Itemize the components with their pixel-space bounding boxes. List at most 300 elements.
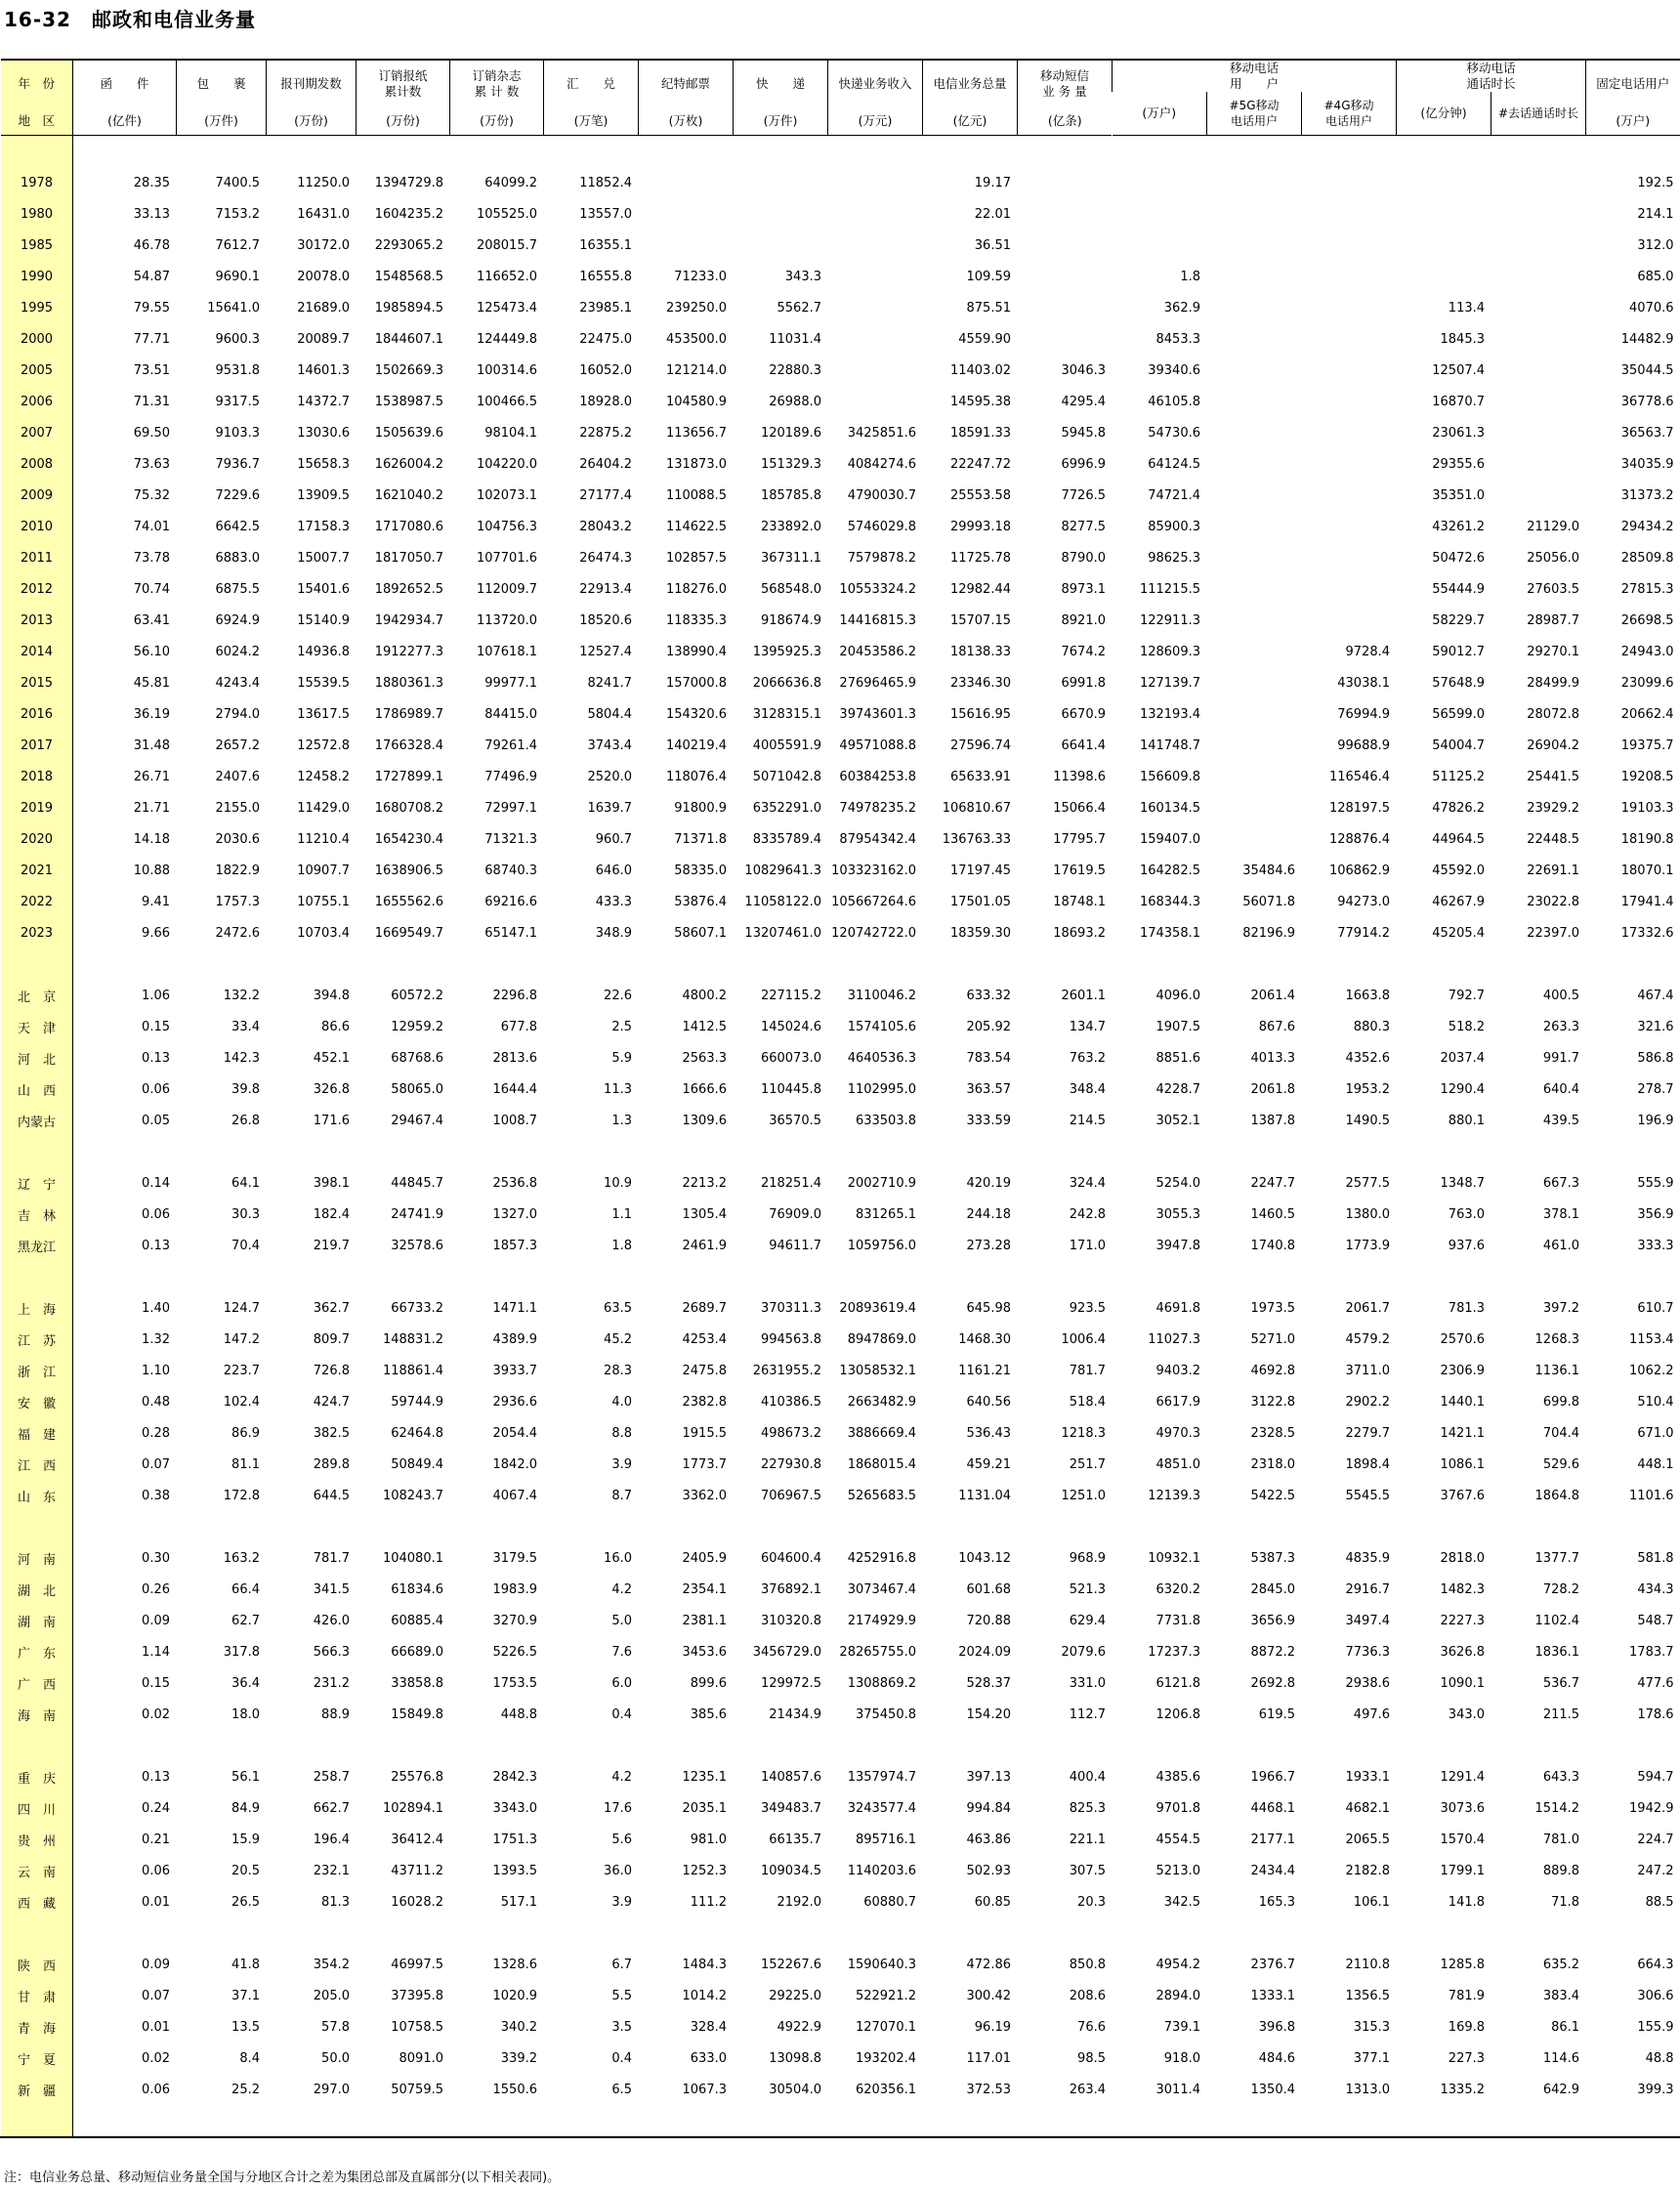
table-cell: 76.6 <box>1077 2019 1106 2035</box>
table-row <box>1 1949 1680 1980</box>
table-cell: 5422.5 <box>1250 1488 1295 1503</box>
table-cell <box>734 230 828 261</box>
column-header: 包 裹 <box>177 60 267 107</box>
table-row <box>1 1324 1680 1355</box>
table-cell: 106.1 <box>1353 1894 1391 1910</box>
table-cell: 50849.4 <box>391 1456 443 1472</box>
table-cell: 30.3 <box>231 1206 260 1222</box>
table-cell: 6617.9 <box>1155 1394 1200 1410</box>
table-cell: 17237.3 <box>1148 1644 1200 1660</box>
table-cell: 122911.3 <box>1139 612 1200 628</box>
table-cell: 5071042.8 <box>752 769 821 784</box>
table-cell: 1753.5 <box>492 1675 537 1691</box>
table-cell: 6.0 <box>611 1675 632 1691</box>
table-cell: 36570.5 <box>769 1113 821 1128</box>
table-cell: 2563.3 <box>682 1050 727 1066</box>
table-cell: 2213.2 <box>682 1175 727 1191</box>
table-cell: 667.3 <box>1542 1175 1580 1191</box>
table-cell: 4013.3 <box>1250 1050 1295 1066</box>
table-cell: 25576.8 <box>391 1769 443 1785</box>
table-cell: 22913.4 <box>579 581 632 597</box>
table-cell: 15401.6 <box>297 581 350 597</box>
table-cell: 1514.2 <box>1534 1800 1580 1816</box>
table-cell: 2061.8 <box>1250 1081 1295 1097</box>
table-cell: 28987.7 <box>1527 612 1580 628</box>
table-cell: 22691.1 <box>1527 863 1580 878</box>
table-cell: 8.7 <box>611 1488 632 1503</box>
table-cell: 26988.0 <box>769 394 821 409</box>
table-cell: 11398.6 <box>1053 769 1106 784</box>
table-cell: 370311.3 <box>760 1300 821 1316</box>
table-cell: 1235.1 <box>682 1769 727 1785</box>
table-cell: 5213.0 <box>1155 1863 1200 1878</box>
table-cell: 102073.1 <box>476 487 537 503</box>
table-cell: 0.09 <box>142 1613 170 1628</box>
table-cell: 315.3 <box>1353 2019 1391 2035</box>
table-cell: 113720.0 <box>476 612 537 628</box>
table-cell: 214.1 <box>1637 206 1674 222</box>
table-cell: 84.9 <box>231 1800 260 1816</box>
table-cell: 39743601.3 <box>839 706 916 722</box>
table-cell: 1868015.4 <box>847 1456 916 1472</box>
table-cell: 152267.6 <box>760 1957 821 1972</box>
table-cell: 41.8 <box>231 1957 260 1972</box>
table-cell: 2434.4 <box>1250 1863 1295 1878</box>
table-cell: 2663482.9 <box>847 1394 916 1410</box>
table-cell: 4096.0 <box>1155 988 1200 1003</box>
table-cell: 7726.5 <box>1061 487 1106 503</box>
table-cell <box>1302 292 1397 323</box>
table-cell: 4682.1 <box>1345 1800 1391 1816</box>
table-cell: 26904.2 <box>1527 737 1580 753</box>
table-cell: 15140.9 <box>297 612 350 628</box>
table-cell: 6121.8 <box>1155 1675 1200 1691</box>
table-cell: 5226.5 <box>492 1644 537 1660</box>
table-cell: 1393.5 <box>492 1863 537 1878</box>
table-cell: 107701.6 <box>476 550 537 566</box>
table-cell: 1350.4 <box>1250 2082 1295 2097</box>
table-cell: 62.7 <box>231 1613 260 1628</box>
table-cell: 4579.2 <box>1345 1331 1391 1347</box>
table-cell: 106810.67 <box>942 800 1011 816</box>
table-cell: 0.02 <box>142 2050 170 2066</box>
table-cell: 37395.8 <box>391 1988 443 2003</box>
table-cell: 629.4 <box>1069 1613 1106 1628</box>
row-label: 宁 夏 <box>1 2043 73 2074</box>
table-cell: 172.8 <box>223 1488 260 1503</box>
table-cell: 4389.9 <box>492 1331 537 1347</box>
table-cell: 35484.6 <box>1242 863 1295 878</box>
table-cell: 704.4 <box>1542 1425 1580 1441</box>
table-cell: 2065.5 <box>1345 1832 1391 1847</box>
table-cell: 64.1 <box>231 1175 260 1191</box>
table-cell: 0.15 <box>142 1019 170 1034</box>
page-title: 16-32 邮政和电信业务量 <box>4 8 256 31</box>
column-unit: (亿件) <box>73 107 177 136</box>
table-row <box>1 698 1680 730</box>
table-cell: 69.50 <box>133 425 170 441</box>
table-cell: 118335.3 <box>665 612 727 628</box>
table-cell: 6991.8 <box>1061 675 1106 691</box>
table-cell: 8091.0 <box>399 2050 443 2066</box>
table-cell: 94273.0 <box>1337 894 1391 909</box>
table-cell: 1.8 <box>1180 269 1200 284</box>
table-cell: 660073.0 <box>760 1050 821 1066</box>
table-cell: 1387.8 <box>1250 1113 1295 1128</box>
table-cell: 182.4 <box>313 1206 350 1222</box>
table-cell: 4800.2 <box>682 988 727 1003</box>
table-cell: 333.3 <box>1637 1238 1674 1253</box>
table-cell: 110445.8 <box>760 1081 821 1097</box>
table-cell: 981.0 <box>690 1832 727 1847</box>
table-cell <box>1491 448 1586 480</box>
table-cell: 484.6 <box>1258 2050 1295 2066</box>
table-cell: 5545.5 <box>1345 1488 1391 1503</box>
column-header: 报刊期发数 <box>267 60 357 107</box>
table-cell: 1.06 <box>142 988 170 1003</box>
table-cell: 1101.6 <box>1629 1488 1674 1503</box>
column-header: 快 递 <box>734 60 828 107</box>
table-cell: 3270.9 <box>492 1613 537 1628</box>
table-cell: 7400.5 <box>215 175 260 190</box>
table-row <box>1 230 1680 261</box>
row-label: 甘 肃 <box>1 1980 73 2011</box>
table-cell: 18359.30 <box>949 925 1011 941</box>
row-label: 河 北 <box>1 1042 73 1074</box>
table-cell: 13098.8 <box>769 2050 821 2066</box>
table-cell: 165.3 <box>1258 1894 1295 1910</box>
table-cell <box>1302 323 1397 355</box>
table-cell: 640.4 <box>1542 1081 1580 1097</box>
table-cell: 1309.6 <box>682 1113 727 1128</box>
table-cell: 22397.0 <box>1527 925 1580 941</box>
table-cell: 356.9 <box>1637 1206 1674 1222</box>
table-row <box>1 323 1680 355</box>
table-cell: 4468.1 <box>1250 1800 1295 1816</box>
data-table-wrapper <box>0 59 1674 2138</box>
table-cell: 45592.0 <box>1432 863 1486 878</box>
row-label: 2006 <box>1 386 73 417</box>
table-cell: 0.07 <box>142 1988 170 2003</box>
table-cell: 461.0 <box>1542 1238 1580 1253</box>
table-cell: 110088.5 <box>665 487 727 503</box>
table-cell: 98104.1 <box>484 425 537 441</box>
table-cell: 99688.9 <box>1337 737 1391 753</box>
table-cell: 1102995.0 <box>847 1081 916 1097</box>
table-row <box>1 1855 1680 1886</box>
table-cell: 3886669.4 <box>847 1425 916 1441</box>
table-cell: 4.2 <box>611 1769 632 1785</box>
table-row <box>1 2074 1680 2105</box>
table-cell <box>1207 730 1302 761</box>
table-cell: 1898.4 <box>1345 1456 1391 1472</box>
table-cell: 9317.5 <box>215 394 260 409</box>
table-cell <box>1207 386 1302 417</box>
table-cell: 29467.4 <box>391 1113 443 1128</box>
table-cell: 58229.7 <box>1432 612 1486 628</box>
table-cell: 498673.2 <box>760 1425 821 1441</box>
table-cell: 375450.8 <box>855 1706 916 1722</box>
table-cell <box>828 261 923 292</box>
column-header: 函 件 <box>73 60 177 107</box>
table-cell: 825.3 <box>1069 1800 1106 1816</box>
table-cell: 968.9 <box>1069 1550 1106 1566</box>
table-cell <box>1207 323 1302 355</box>
table-cell: 32578.6 <box>391 1238 443 1253</box>
row-label: 1978 <box>1 167 73 198</box>
table-cell: 20662.4 <box>1620 706 1674 722</box>
table-cell: 644.5 <box>313 1488 350 1503</box>
table-cell: 875.51 <box>966 300 1011 316</box>
table-cell: 1550.6 <box>492 2082 537 2097</box>
table-cell: 4.2 <box>611 1581 632 1597</box>
table-cell: 35351.0 <box>1432 487 1486 503</box>
table-cell: 1783.7 <box>1629 1644 1674 1660</box>
table-cell: 29270.1 <box>1527 644 1580 659</box>
table-cell: 51125.2 <box>1432 769 1486 784</box>
table-cell: 1907.5 <box>1155 1019 1200 1034</box>
table-cell: 18190.8 <box>1620 831 1674 847</box>
table-row <box>1 1074 1680 1105</box>
spacer-row <box>1 1136 1680 1167</box>
row-label: 2000 <box>1 323 73 355</box>
table-cell: 739.1 <box>1163 2019 1200 2035</box>
table-row <box>1 667 1680 698</box>
table-cell <box>1207 823 1302 855</box>
table-cell <box>1207 198 1302 230</box>
table-cell: 71233.0 <box>674 269 727 284</box>
table-cell: 1655562.6 <box>374 894 443 909</box>
table-cell: 1985894.5 <box>374 300 443 316</box>
table-cell: 3456729.0 <box>752 1644 821 1660</box>
table-cell <box>1207 542 1302 573</box>
table-cell: 21434.9 <box>769 1706 821 1722</box>
table-cell: 88.5 <box>1645 1894 1674 1910</box>
table-cell: 518.2 <box>1448 1019 1486 1034</box>
table-cell: 633.0 <box>690 2050 727 2066</box>
column-unit: (万枚) <box>639 107 734 136</box>
table-cell: 117.01 <box>966 2050 1011 2066</box>
table-cell: 113.4 <box>1448 300 1486 316</box>
column-unit: (亿元) <box>923 107 1018 136</box>
table-cell: 46997.5 <box>391 1957 443 1972</box>
table-cell: 132193.4 <box>1139 706 1200 722</box>
table-cell: 4067.4 <box>492 1488 537 1503</box>
table-cell: 850.8 <box>1069 1957 1106 1972</box>
table-cell: 3055.3 <box>1155 1206 1200 1222</box>
column-unit: (万户) <box>1586 107 1680 136</box>
table-row <box>1 386 1680 417</box>
table-cell: 1892652.5 <box>374 581 443 597</box>
table-cell: 227.3 <box>1448 2050 1486 2066</box>
table-cell: 2066636.8 <box>752 675 821 691</box>
table-cell: 1.10 <box>142 1363 170 1378</box>
table-row <box>1 355 1680 386</box>
table-cell: 1857.3 <box>492 1238 537 1253</box>
row-label: 上 海 <box>1 1292 73 1324</box>
table-cell: 1773.9 <box>1345 1238 1391 1253</box>
table-cell: 214.5 <box>1069 1113 1106 1128</box>
table-cell: 2570.6 <box>1440 1331 1486 1347</box>
table-cell: 426.0 <box>313 1613 350 1628</box>
table-row <box>1 542 1680 573</box>
table-row <box>1 511 1680 542</box>
table-cell: 63.41 <box>133 612 170 628</box>
table-cell: 699.8 <box>1542 1394 1580 1410</box>
table-cell: 0.26 <box>142 1581 170 1597</box>
table-cell: 26.5 <box>231 1894 260 1910</box>
table-cell: 1206.8 <box>1155 1706 1200 1722</box>
table-cell: 433.3 <box>595 894 632 909</box>
table-cell: 1845.3 <box>1440 331 1486 347</box>
table-cell: 13.5 <box>231 2019 260 2035</box>
table-cell: 107618.1 <box>476 644 537 659</box>
table-cell <box>828 292 923 323</box>
table-cell: 1062.2 <box>1629 1363 1674 1378</box>
table-cell: 2182.8 <box>1345 1863 1391 1878</box>
table-cell: 20453586.2 <box>839 644 916 659</box>
table-cell <box>1018 198 1113 230</box>
table-cell: 3110046.2 <box>847 988 916 1003</box>
table-cell: 77.71 <box>133 331 170 347</box>
table-cell: 25056.0 <box>1527 550 1580 566</box>
table-row <box>1 792 1680 823</box>
table-cell <box>1491 386 1586 417</box>
row-label: 2010 <box>1 511 73 542</box>
table-cell <box>1207 511 1302 542</box>
table-cell: 56.1 <box>231 1769 260 1785</box>
table-cell: 11403.02 <box>949 362 1011 378</box>
table-cell: 24741.9 <box>391 1206 443 1222</box>
table-cell: 517.1 <box>500 1894 537 1910</box>
table-cell: 1570.4 <box>1440 1832 1486 1847</box>
table-cell: 56071.8 <box>1242 894 1295 909</box>
table-cell: 3.5 <box>611 2019 632 2035</box>
table-cell: 125473.4 <box>476 300 537 316</box>
table-cell <box>1491 261 1586 292</box>
table-cell: 16555.8 <box>579 269 632 284</box>
table-cell: 536.43 <box>966 1425 1011 1441</box>
table-cell: 19103.3 <box>1620 800 1674 816</box>
table-cell <box>1207 230 1302 261</box>
table-row <box>1 2011 1680 2043</box>
table-row <box>1 886 1680 917</box>
table-cell: 33858.8 <box>391 1675 443 1691</box>
table-cell: 30172.0 <box>297 237 350 253</box>
column-header: 订销报纸 累计数 <box>357 60 450 107</box>
table-cell: 10932.1 <box>1148 1550 1200 1566</box>
table-row <box>1 605 1680 636</box>
table-cell: 5945.8 <box>1061 425 1106 441</box>
spacer-row <box>1 1261 1680 1292</box>
table-row <box>1 855 1680 886</box>
table-cell <box>1113 198 1207 230</box>
table-cell: 43711.2 <box>391 1863 443 1878</box>
table-cell: 0.01 <box>142 2019 170 2035</box>
table-cell: 96.19 <box>974 2019 1011 2035</box>
table-cell: 36412.4 <box>391 1832 443 1847</box>
table-cell: 3497.4 <box>1345 1613 1391 1628</box>
table-cell: 2657.2 <box>215 737 260 753</box>
table-cell <box>1302 167 1397 198</box>
table-cell: 1.40 <box>142 1300 170 1316</box>
table-cell: 2818.0 <box>1440 1550 1486 1566</box>
table-cell <box>639 230 734 261</box>
table-cell: 1751.3 <box>492 1832 537 1847</box>
table-cell <box>1491 198 1586 230</box>
table-cell: 792.7 <box>1448 988 1486 1003</box>
table-cell: 685.0 <box>1637 269 1674 284</box>
table-cell: 1468.30 <box>958 1331 1011 1347</box>
table-cell: 2279.7 <box>1345 1425 1391 1441</box>
table-cell: 127139.7 <box>1139 675 1200 691</box>
table-row <box>1 1417 1680 1449</box>
table-cell: 258.7 <box>313 1769 350 1785</box>
table-cell: 178.6 <box>1637 1706 1674 1722</box>
table-cell: 73.63 <box>133 456 170 472</box>
table-cell: 247.2 <box>1637 1863 1674 1878</box>
table-cell: 231.2 <box>313 1675 350 1691</box>
table-cell: 1356.5 <box>1345 1988 1391 2003</box>
table-cell: 48.8 <box>1645 2050 1674 2066</box>
table-cell: 5271.0 <box>1250 1331 1295 1347</box>
table-cell: 341.5 <box>313 1581 350 1597</box>
table-cell: 3767.6 <box>1440 1488 1486 1503</box>
row-label: 2018 <box>1 761 73 792</box>
table-cell: 0.21 <box>142 1832 170 1847</box>
table-cell: 45.2 <box>604 1331 632 1347</box>
table-row <box>1 1980 1680 2011</box>
table-cell: 27177.4 <box>579 487 632 503</box>
table-cell: 50759.5 <box>391 2082 443 2097</box>
table-cell: 121214.0 <box>665 362 727 378</box>
table-cell: 7.6 <box>611 1644 632 1660</box>
table-cell: 239250.0 <box>665 300 727 316</box>
table-cell: 2794.0 <box>215 706 260 722</box>
table-cell: 28.35 <box>133 175 170 190</box>
column-unit: (万份) <box>450 107 544 136</box>
table-cell <box>1491 167 1586 198</box>
table-cell: 1621040.2 <box>374 487 443 503</box>
table-cell: 29993.18 <box>949 519 1011 534</box>
table-cell: 4922.9 <box>777 2019 821 2035</box>
table-cell: 88.9 <box>321 1706 350 1722</box>
table-cell: 62464.8 <box>391 1425 443 1441</box>
table-cell: 68768.6 <box>391 1050 443 1066</box>
table-cell: 339.2 <box>500 2050 537 2066</box>
table-cell: 64099.2 <box>484 175 537 190</box>
table-cell: 232.1 <box>313 1863 350 1878</box>
table-cell <box>1207 636 1302 667</box>
table-cell: 75.32 <box>133 487 170 503</box>
table-cell: 36.19 <box>133 706 170 722</box>
table-cell: 1006.4 <box>1061 1331 1106 1347</box>
table-cell: 54.87 <box>133 269 170 284</box>
table-cell: 5265683.5 <box>847 1488 916 1503</box>
table-cell: 43038.1 <box>1337 675 1391 691</box>
table-row <box>1 1105 1680 1136</box>
table-cell <box>1302 417 1397 448</box>
table-cell: 102894.1 <box>382 1800 443 1816</box>
table-cell: 18928.0 <box>579 394 632 409</box>
table-cell: 72997.1 <box>484 800 537 816</box>
table-cell: 1460.5 <box>1250 1206 1295 1222</box>
table-cell: 45.81 <box>133 675 170 691</box>
row-label: 2014 <box>1 636 73 667</box>
table-cell: 5746029.8 <box>847 519 916 534</box>
table-cell: 85900.3 <box>1148 519 1200 534</box>
table-cell <box>1302 511 1397 542</box>
